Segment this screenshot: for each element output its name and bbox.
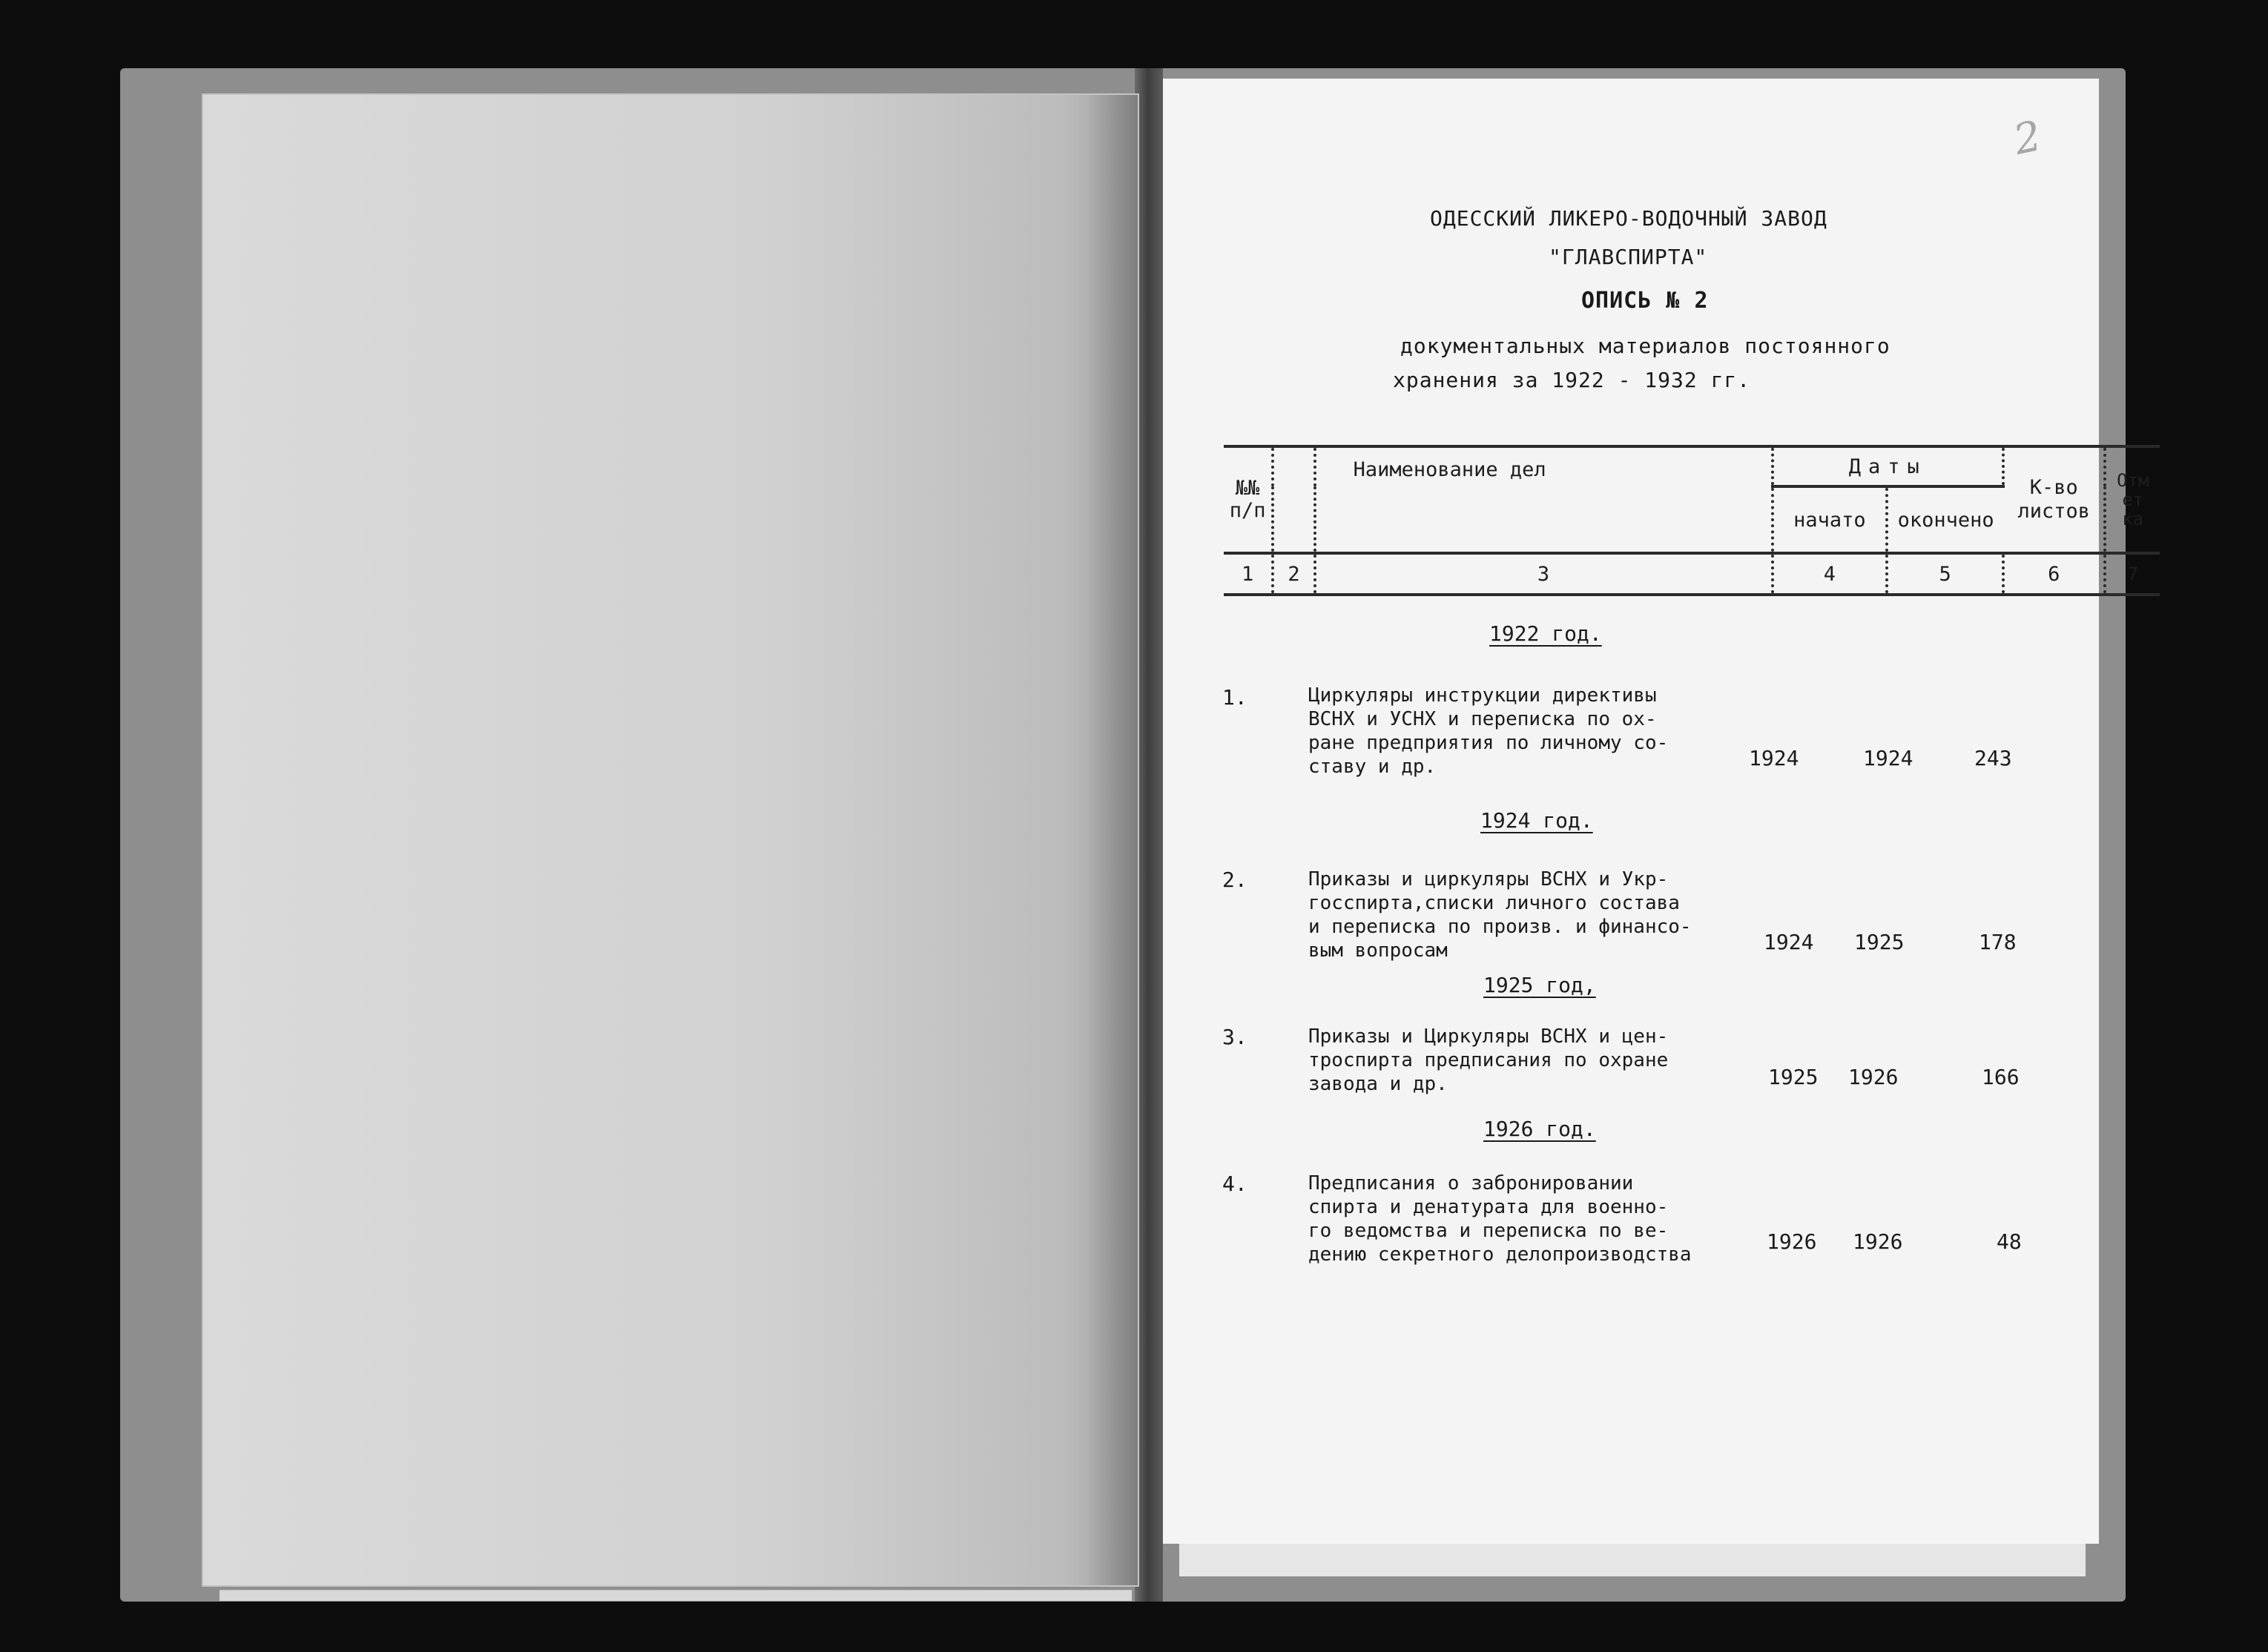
- list-item-end: 1925: [1854, 930, 1905, 954]
- col-notes-label: Отмет ка: [2117, 469, 2149, 529]
- left-blank-page: [202, 93, 1139, 1587]
- list-item-sheets: 166: [1982, 1065, 2020, 1089]
- col-start-header: начато: [1773, 486, 1888, 553]
- list-item-start: 1924: [1749, 746, 1799, 770]
- year-heading: 1922 год.: [1489, 621, 1602, 646]
- col-number-label: №№ п/п: [1229, 477, 1266, 522]
- list-item-number: 2.: [1222, 868, 1247, 892]
- col-sheets-header: [2003, 446, 2105, 553]
- list-item-end: 1924: [1863, 746, 1913, 770]
- col-number-header: [1224, 446, 1273, 553]
- col-index-6: 6: [2003, 553, 2105, 595]
- handwritten-page-number: 2: [2009, 112, 2046, 165]
- year-heading: 1926 год.: [1483, 1117, 1596, 1141]
- organization-title: ОДЕССКИЙ ЛИКЕРО-ВОДОЧНЫЙ ЗАВОД: [1430, 206, 1827, 231]
- col-end-header: окончено: [1897, 508, 1994, 532]
- col-index-1: 1: [1224, 553, 1273, 595]
- list-item-number: 1.: [1222, 685, 1247, 710]
- list-item-sheets: 178: [1979, 930, 2017, 954]
- description-line-2: хранения за 1922 - 1932 гг.: [1393, 368, 1751, 392]
- list-item-title: Приказы и циркуляры ВСНХ и Укр- госспирта,списки личного состава и переписка по произв. и финансо- вым вопросам: [1308, 868, 1692, 962]
- col-index-5: 5: [1887, 553, 2003, 595]
- col-sheets-label: К-во листов: [2017, 476, 2091, 523]
- underlying-sheet-edge: [1179, 1542, 2086, 1576]
- list-item-number: 3.: [1222, 1025, 1247, 1049]
- col-title-header: Наименование дел: [1315, 446, 1773, 553]
- col-index-3: 3: [1315, 553, 1773, 595]
- inventory-title: ОПИСЬ № 2: [1581, 288, 1709, 314]
- list-item-start: 1926: [1767, 1229, 1817, 1254]
- list-item-title: Предписания о забронировании спирта и денатурата для военно- го ведомства и переписка по ве- дению секретного делопроизводства: [1308, 1172, 1692, 1266]
- list-item-start: 1925: [1768, 1065, 1819, 1089]
- year-heading: 1924 год.: [1480, 808, 1593, 833]
- col-index-4: 4: [1773, 553, 1888, 595]
- list-item-title: Циркуляры инструкции директивы ВСНХ и УСНХ и переписка по ох- ране предприятия по личному со- ставу и др.: [1308, 684, 1669, 778]
- inventory-table-header: [1224, 445, 2160, 596]
- trust-title: "ГЛАВСПИРТА": [1549, 245, 1708, 269]
- list-item-end: 1926: [1848, 1065, 1899, 1089]
- col-index-7: 7: [2105, 553, 2160, 595]
- dates-header: Даты: [1773, 446, 2003, 486]
- list-item-title: Приказы и Циркуляры ВСНХ и цен- троспирта предписания по охране завода и др.: [1308, 1025, 1669, 1095]
- col-notes-header: [2105, 446, 2160, 553]
- inventory-page: [1163, 79, 2149, 1544]
- list-item-start: 1924: [1764, 930, 1814, 954]
- description-line-1: документальных материалов постоянного: [1400, 334, 1890, 358]
- list-item-sheets: 48: [1997, 1229, 2022, 1254]
- col-index-2: 2: [1273, 553, 1314, 595]
- year-heading: 1925 год,: [1483, 973, 1596, 997]
- list-item-end: 1926: [1853, 1229, 1903, 1254]
- col2-header: [1273, 446, 1314, 553]
- page-fold-shadow: [1086, 95, 1138, 1585]
- list-item-sheets: 243: [1974, 746, 2012, 770]
- left-sheet-edge: [220, 1590, 1132, 1601]
- list-item-number: 4.: [1222, 1172, 1247, 1196]
